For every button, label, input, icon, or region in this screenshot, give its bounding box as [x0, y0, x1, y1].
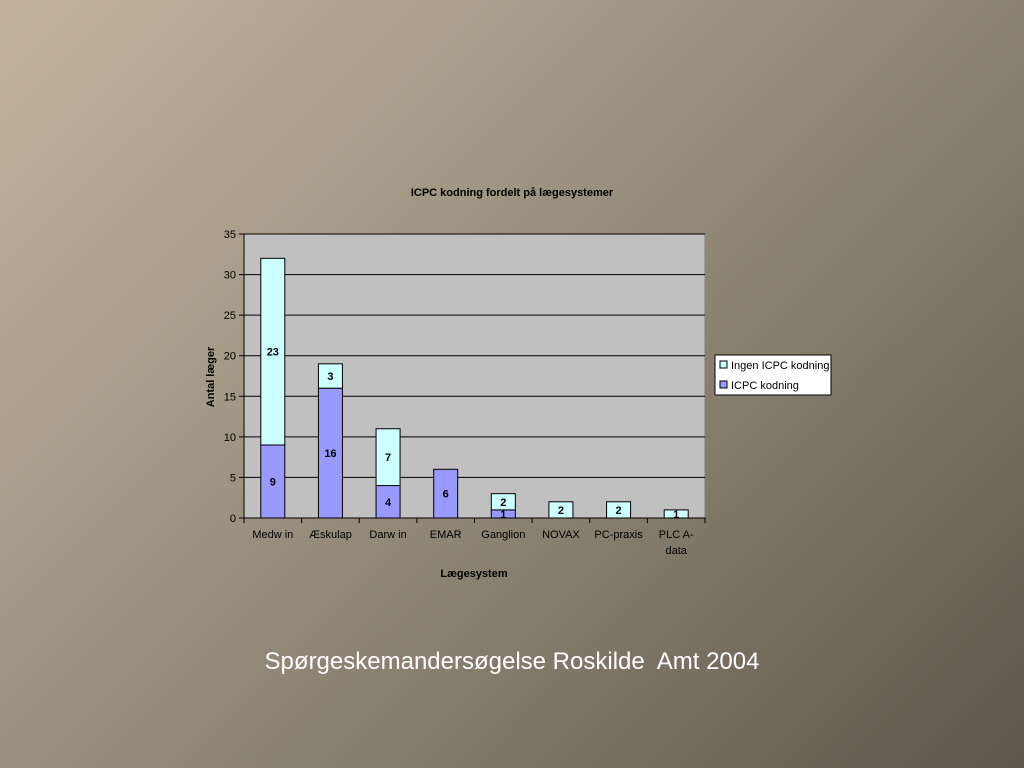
y-tick-label: 35	[223, 229, 236, 241]
x-tick-label: Darw in	[369, 529, 407, 541]
data-label-icpc: 16	[324, 448, 337, 461]
data-label-icpc: 6	[442, 488, 449, 501]
x-tick-label: Ganglion	[481, 529, 526, 541]
data-label-ingen: 2	[615, 504, 622, 517]
y-tick-labels	[224, 229, 236, 525]
x-tick-label: PC-praxis	[594, 529, 643, 541]
legend	[715, 355, 831, 395]
data-label-ingen: 2	[557, 504, 564, 517]
data-label-icpc: 4	[385, 496, 392, 509]
y-tick-label: 0	[229, 513, 236, 525]
y-tick-label: 20	[223, 350, 236, 363]
plot-area	[244, 234, 705, 518]
x-tick-label: Æskulap	[309, 529, 352, 541]
x-tick-label: Medw in	[252, 529, 294, 541]
y-axis-label: Antal læger	[205, 346, 217, 408]
y-tick-label: 30	[223, 269, 236, 282]
data-label-ingen: 3	[327, 371, 334, 383]
legend-swatch	[720, 381, 727, 388]
data-label-icpc: 1	[500, 508, 507, 521]
legend-entry: Ingen ICPC kodning	[731, 360, 830, 372]
y-tick-label: 5	[229, 472, 236, 485]
x-tick-label: PLC A-	[658, 529, 694, 541]
x-tick-label: EMAR	[429, 529, 462, 541]
legend-swatch	[720, 361, 727, 368]
data-label-ingen: 1	[673, 508, 680, 521]
data-label-ingen: 23	[266, 346, 279, 359]
legend-entry: ICPC kodning	[731, 380, 799, 392]
x-axis-label: Lægesystem	[440, 568, 508, 580]
chart-title: ICPC kodning fordelt på lægesystemer	[410, 187, 614, 199]
x-tick-label: NOVAX	[542, 529, 580, 541]
slide-subtitle: Spørgeskemandersøgelse Roskilde Amt 2004	[264, 648, 760, 675]
x-tick-label: data	[665, 545, 687, 557]
y-tick-label: 25	[223, 310, 236, 323]
data-label-icpc: 9	[269, 476, 276, 489]
y-tick-label: 15	[223, 391, 236, 404]
data-label-ingen: 7	[385, 452, 392, 465]
y-tick-label: 10	[223, 431, 236, 444]
data-label-ingen: 2	[500, 496, 507, 509]
x-tick-labels	[252, 529, 694, 557]
